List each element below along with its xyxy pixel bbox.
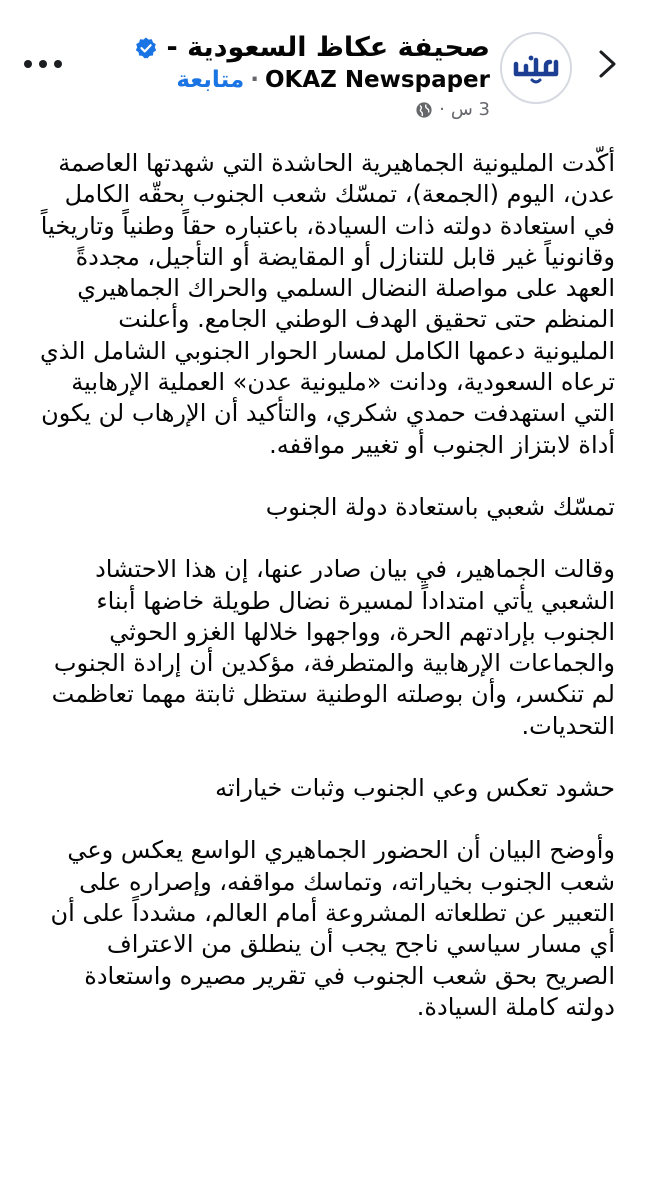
post-heading-1: تمسّك شعبي باستعادة دولة الجنوب	[265, 492, 615, 521]
paragraph-spacer	[30, 804, 615, 835]
okaz-logo	[502, 34, 570, 102]
globe-icon[interactable]	[415, 101, 433, 119]
post-time[interactable]: 3 س	[450, 99, 490, 120]
post-meta	[415, 98, 490, 122]
verified-badge-icon	[134, 36, 158, 60]
meta-separator: ·	[439, 99, 445, 120]
separator-dot: ·	[250, 67, 259, 93]
post-heading-2: حشود تعكس وعي الجنوب وثبات خياراته	[215, 774, 615, 803]
page-name-line2	[176, 64, 490, 96]
page-avatar[interactable]	[500, 32, 572, 104]
more-horizontal-icon	[22, 59, 64, 69]
page-name-english[interactable]: OKAZ Newspaper	[264, 67, 490, 93]
chevron-right-icon	[597, 49, 619, 79]
back-button[interactable]	[590, 46, 626, 82]
paragraph-spacer	[30, 523, 615, 554]
post-paragraph-2: وقالت الجماهير، في بيان صادر عنها، إن هذا الاحتشاد الشعبي يأتي امتداداً لمسيرة نضال طويلة خاضها أبناء الجنوب بإرادتهم الحرة، وواجهوا خلالها الغزو الحوثي والجماعات الإرهابية والمتطرفة، مؤكدين أن إرادة الجنوب لم تنكسر، وأن بوصلته الوطنية ستظل ثابتة مهما تعاظمت التحديات.	[51, 555, 615, 740]
paragraph-spacer	[30, 461, 615, 492]
post-paragraph-1: أكّدت المليونية الجماهيرية الحاشدة التي شهدتها العاصمة عدن، اليوم (الجمعة)، تمسّك شعب الجنوب بحقّه الكامل في استعادة دولته ذات السيادة، باعتباره حقاً وطنياً وتاريخياً وقانونياً غير قابل للتنازل أو المقايضة أو التأجيل، مجددةً العهد على مواصلة النضال السلمي والحراك الجماهيري المنظم حتى تحقيق الهدف الوطني الجامع. وأعلنت المليونية دعمها الكامل لمسار الحوار الجنوبي الشامل الذي ترعاه السعودية، ودانت «مليونية عدن» العملية الإرهابية التي استهدفت حمدي شكري، والتأكيد أن الإرهاب لن يكون أداة لابتزاز الجنوب أو تغيير مواقفه.	[40, 149, 615, 459]
paragraph-spacer	[30, 742, 615, 773]
more-options-button[interactable]	[18, 44, 68, 84]
page-name[interactable]	[134, 30, 490, 66]
page-name-arabic: صحيفة عكاظ السعودية -	[166, 32, 490, 63]
follow-button[interactable]: متابعة	[176, 67, 245, 93]
post-body	[30, 148, 615, 1023]
post-paragraph-3: وأوضح البيان أن الحضور الجماهيري الواسع يعكس وعي شعب الجنوب بخياراته، وتماسك مواقفه، وإصراره على التعبير عن تطلعاته المشروعة أمام العالم، مشدداً على أن أي مسار سياسي ناجح يجب أن ينطلق من الاعتراف الصريح بحق شعب الجنوب في تقرير مصيره واستعادة دولته كاملة السيادة.	[50, 836, 615, 1021]
post-header	[0, 0, 645, 140]
